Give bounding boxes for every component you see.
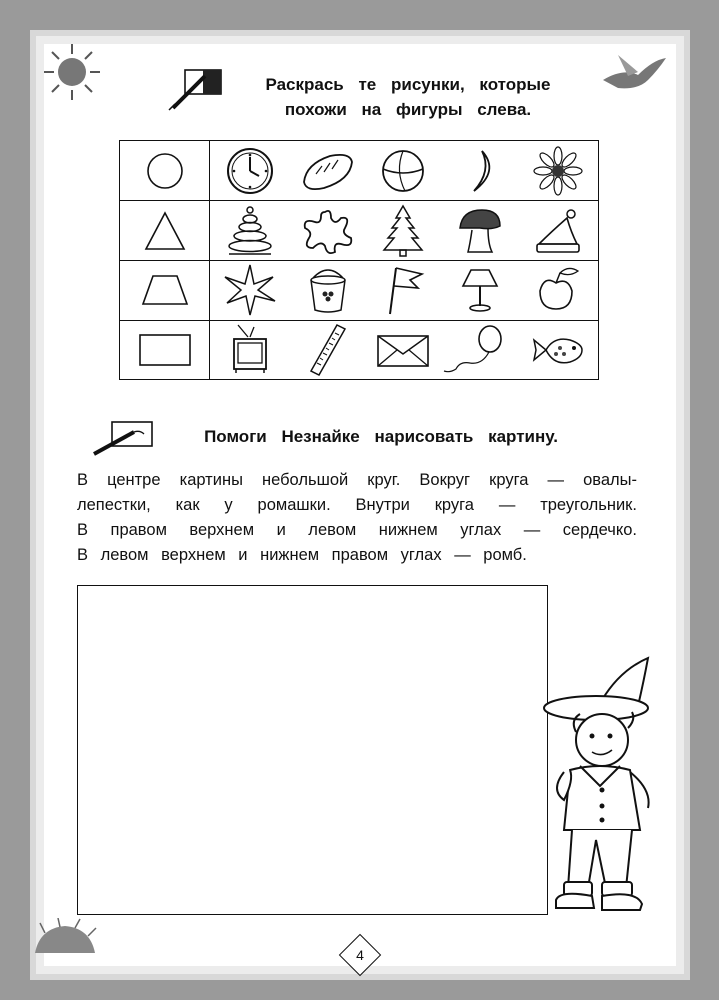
star-icon[interactable] <box>222 262 278 318</box>
lamp-icon[interactable] <box>452 262 508 318</box>
mushroom-icon[interactable] <box>452 203 508 259</box>
shapes-matching-grid <box>119 140 599 380</box>
task1-title <box>238 72 578 122</box>
envelope-icon[interactable] <box>375 322 431 378</box>
flower-icon[interactable] <box>530 143 586 199</box>
pyramid-toy-icon[interactable] <box>222 203 278 259</box>
triangle-icon <box>137 203 193 259</box>
task1-title-line1: Раскрась те рисунки, которые <box>265 75 551 94</box>
ruler-icon[interactable] <box>300 322 356 378</box>
trapezoid-icon <box>137 262 193 318</box>
apple-icon[interactable] <box>530 262 586 318</box>
circle-icon <box>137 143 193 199</box>
instruction-line: В центре картины небольшой круг. Вокруг круга — овалы- <box>77 471 637 489</box>
balloon-icon[interactable] <box>442 322 510 378</box>
pencil-task-icon <box>88 418 158 458</box>
fir-tree-icon[interactable] <box>375 203 431 259</box>
task1-title-line2: похожи на фигуры слева. <box>284 100 532 119</box>
ball-icon[interactable] <box>375 143 431 199</box>
task2-instructions <box>77 468 637 568</box>
crescent-moon-icon[interactable] <box>452 143 508 199</box>
grid-divider <box>209 141 210 379</box>
hedgehog-icon <box>30 918 100 958</box>
bucket-icon[interactable] <box>300 262 356 318</box>
instruction-line: лепестки, как у ромашки. Внутри круга — треугольник. <box>77 496 637 514</box>
rectangle-icon <box>137 322 193 378</box>
drawing-area[interactable] <box>77 585 548 915</box>
clock-icon[interactable] <box>222 143 278 199</box>
instruction-line: В правом верхнем и левом нижнем углах — сердечко. <box>77 521 637 539</box>
instruction-line: В левом верхнем и нижнем правом углах — ромб. <box>77 546 527 564</box>
page-number: 4 <box>356 947 364 963</box>
tv-icon[interactable] <box>222 322 278 378</box>
bird-icon <box>598 50 668 95</box>
sun-icon <box>42 42 102 102</box>
flag-icon[interactable] <box>375 262 431 318</box>
fish-icon[interactable] <box>530 322 586 378</box>
task2-title: Помоги Незнайке нарисовать картину. <box>204 427 558 446</box>
splash-icon[interactable] <box>300 203 356 259</box>
hat-icon[interactable] <box>530 203 586 259</box>
neznaika-figure <box>540 650 670 920</box>
bread-icon[interactable] <box>300 143 356 199</box>
pencil-task-icon <box>165 66 225 111</box>
